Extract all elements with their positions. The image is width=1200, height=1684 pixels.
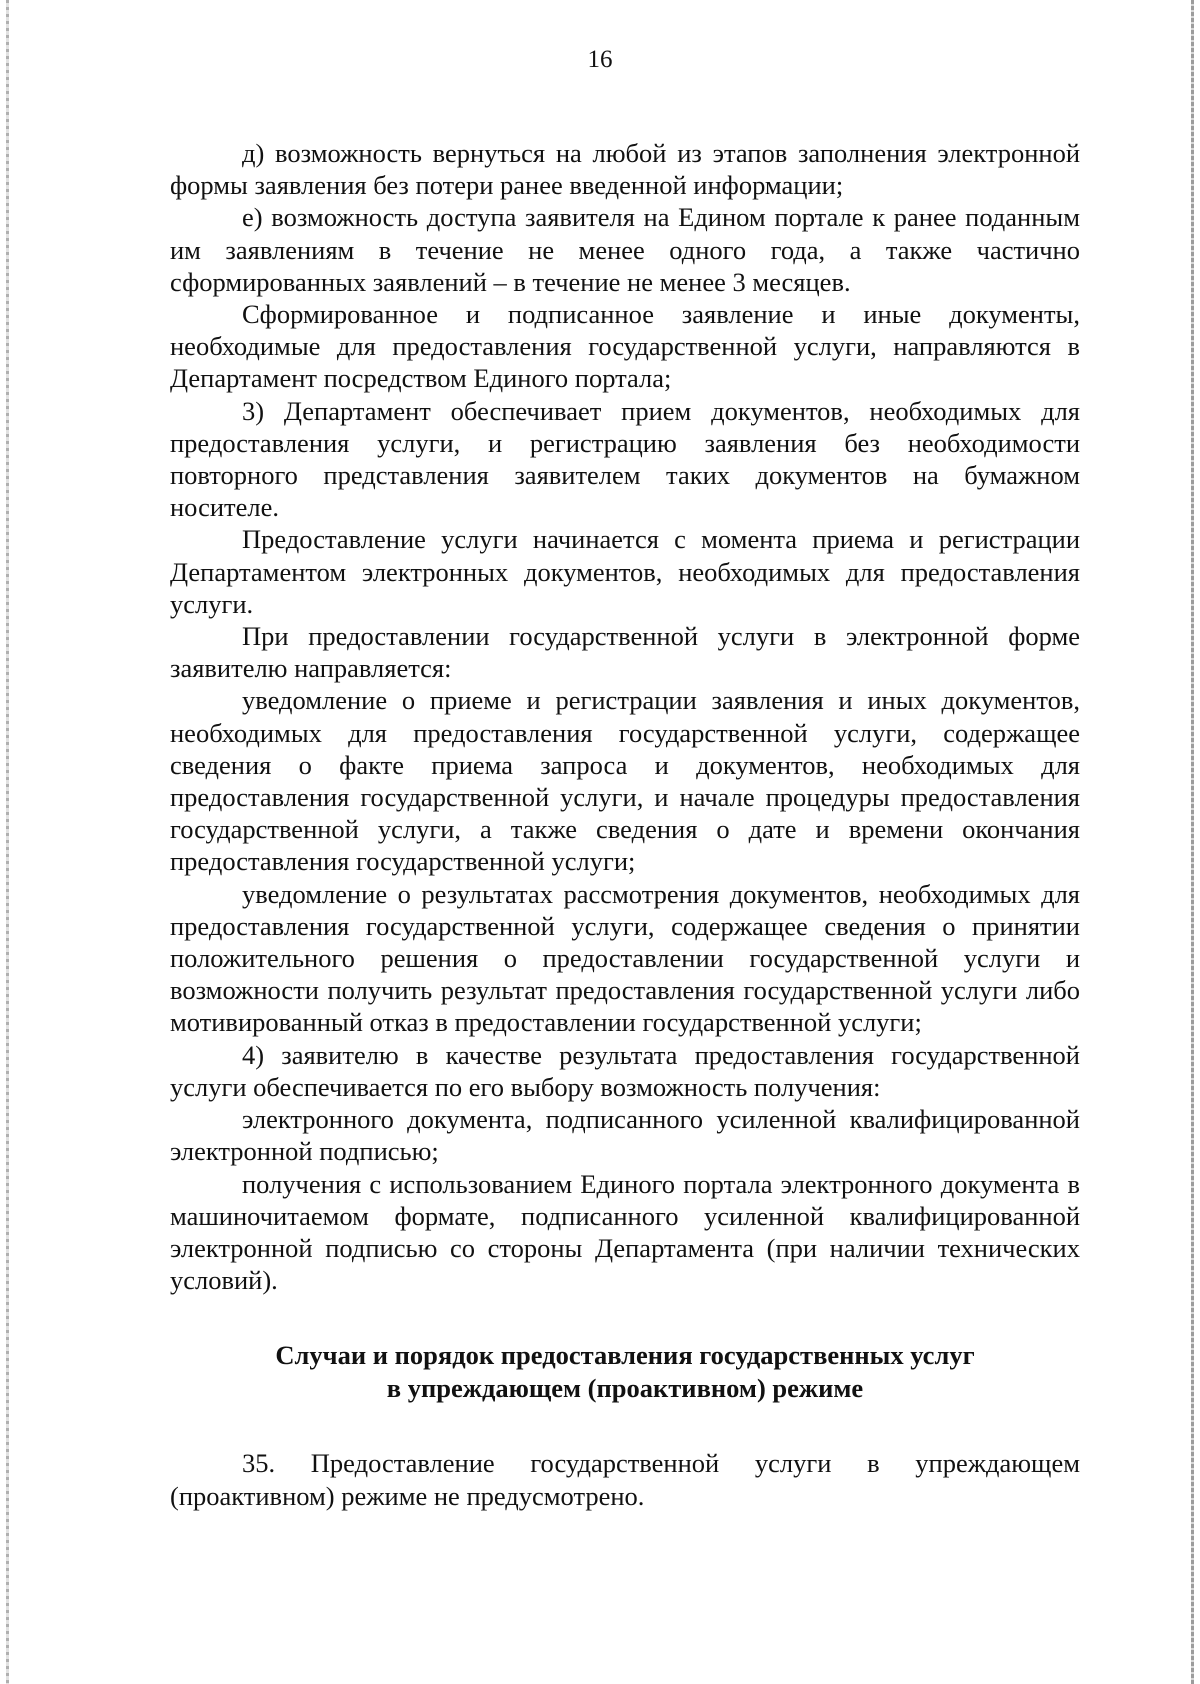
scan-edge-right	[1191, 0, 1194, 1684]
page-number: 16	[587, 46, 613, 73]
paragraph-formed-application: Сформированное и подписанное заявление и иные документы, необходимые для предоставления государственной услуги, направляются в Департамент посредством Единого портала;	[170, 299, 1080, 394]
section-heading-line-1: Случаи и порядок предоставления государственных услуг	[275, 1340, 975, 1371]
paragraph-portal-receipt: получения с использованием Единого портала электронного документа в машиночитаемом формате, подписанного усиленной квалифицированной электронной подписью со стороны Департамента (при наличии технических условий).	[170, 1168, 1080, 1296]
paragraph-notice-receipt: уведомление о приеме и регистрации заявления и иных документов, необходимых для предоставления государственной услуги, содержащее сведения о факте приема запроса и документов, необходимых для предоставления государственной услуги, и начале процедуры предоставления государственной услуги, а также сведения о дате и времени окончания предоставления государственной услуги;	[170, 685, 1080, 877]
paragraph-4: 4) заявителю в качестве результата предоставления государственной услуги обеспечивается по его выбору возможность получения:	[170, 1039, 1080, 1102]
document-body	[170, 137, 1080, 1512]
section-heading	[170, 1339, 1080, 1404]
paragraph-3: 3) Департамент обеспечивает прием документов, необходимых для предоставления услуги, и регистрацию заявления без необходимости повторного представления заявителем таких документов на бумажном носителе.	[170, 395, 1080, 523]
scan-edge-left	[6, 0, 9, 1684]
paragraph-d: д) возможность вернуться на любой из этапов заполнения электронной формы заявления без потери ранее введенной информации;	[170, 138, 1080, 201]
paragraph-e: е) возможность доступа заявителя на Едином портале к ранее поданным им заявлениям в течение не менее одного года, а также частично сформированных заявлений – в течение не менее 3 месяцев.	[170, 202, 1080, 297]
paragraph-notice-results: уведомление о результатах рассмотрения документов, необходимых для предоставления государственной услуги, содержащее сведения о принятии положительного решения о предоставлении государственной услуги и возможности получить результат предоставления государственной услуги либо мотивированный отказ в предоставлении государственной услуги;	[170, 878, 1080, 1038]
section-heading-line-2: в упреждающем (проактивном) режиме	[386, 1372, 864, 1403]
paragraph-35: 35. Предоставление государственной услуги в упреждающем (проактивном) режиме не предусмотрено.	[170, 1448, 1080, 1511]
paragraph-electronic-form: При предоставлении государственной услуги в электронной форме заявителю направляется:	[170, 621, 1080, 684]
paragraph-electronic-document: электронного документа, подписанного усиленной квалифицированной электронной подписью;	[170, 1104, 1080, 1167]
paragraph-service-start: Предоставление услуги начинается с момента приема и регистрации Департаментом электронных документов, необходимых для предоставления услуги.	[170, 524, 1080, 619]
